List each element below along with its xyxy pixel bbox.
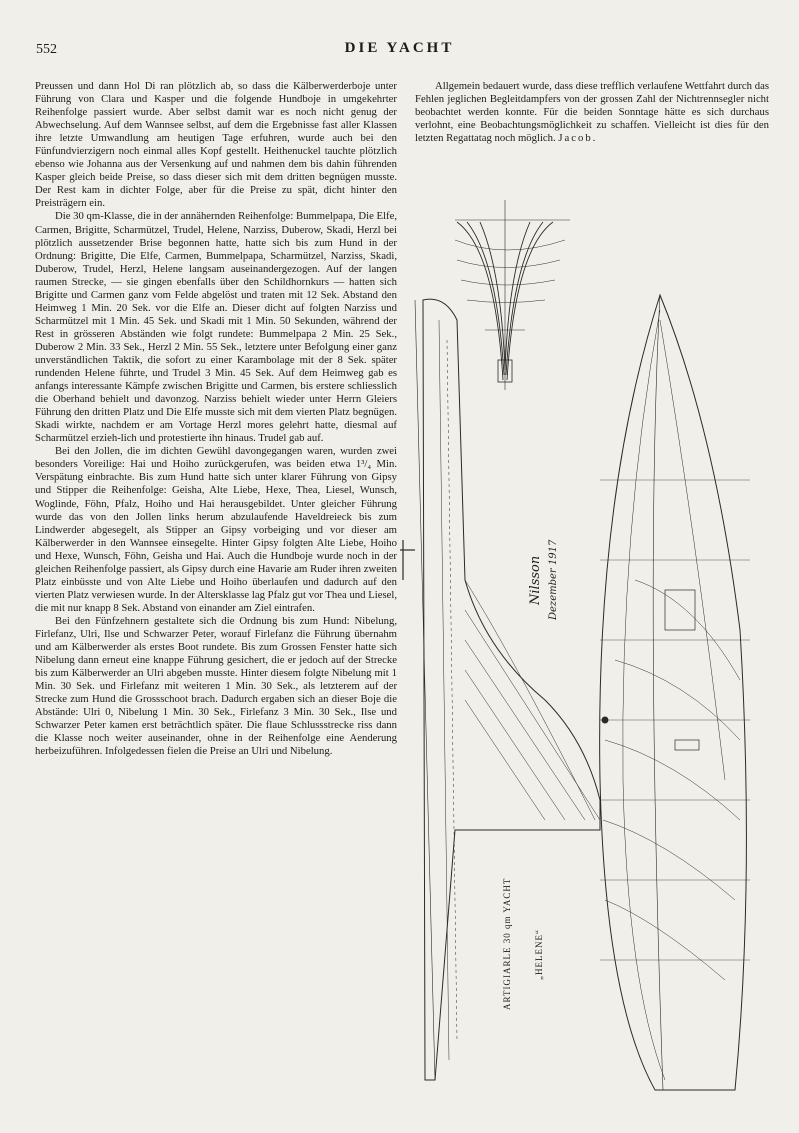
page-number: 552 — [36, 42, 57, 57]
right-text-column — [415, 80, 769, 145]
drawing-caption: ARTIGIARLE 30 qm YACHT — [502, 877, 512, 1010]
paragraph: Die 30 qm-Klasse, die in der annähernden Reihenfolge: Bummelpapa, Die Elfe, Carmen, Brigitte, Scharmützel, Trudel, Helene, Narziss, Duberow, Skadi, Herzl bei plötzlich aussetzender Brise begonnen hatte, hatte sich bis zum Hund in der Ordnung: Brigitte, Die Elfe, Carmen, Bummelpapa, Scharmützel, Narziss, Skadi, Duberow, Trudel, Herzl, Helene langsam auseinandergezogen. Auf der langen raumen Strecke, — sie gingen ebenfalls über den Schildhornkurs — hatten sich Brigitte und Carmen ganz vom Felde abgelöst und traten mit 12 Sek. Abstand den Heimweg 1 Min. 20 Sek. vor die Elfe an. Dieser dicht auf folgten Narziss und Scharmützel mit 1 Min. 45 Sek. und Skadi mit 1 Min. 50 Sekunden, während der Rest in grösseren Abständen wie folgt rundete: Bummelpapa 2 Min. 25 Sek., Duberow 2 Min. 33 Sek., Herzl 2 Min. 55 Sek., letztere unter Befolgung einer ganz unverständlichen Taktik, die sofort zu einer Karambolage mit der 8 Sek. später rundenden Helene führte, und Trudel 3 Min. 45 Sek. Auf dem Heimweg gab es anfangs interessante Kämpfe zwischen Brigitte und Carmen, bis erstere schliesslich die Oberhand behielt und davonzog. Narziss behielt wieder unter Herrn Gleiers Führung den dritten Platz und Die Elfe musste sich mit dem vierten Platz begnügen. Skadi wirkte, nachdem er am Vortage Herzl mores gelehrt hatte, diesmal auf Scharmützel erzieh-lich und protestierte ihn hinaus. Trudel gab auf. — [35, 210, 397, 445]
handwritten-date: Dezember 1917 — [548, 539, 559, 620]
running-head: DIE YACHT — [344, 40, 455, 56]
profile-view — [400, 299, 600, 1080]
left-text-column — [35, 80, 397, 758]
yacht-lines-plan — [395, 180, 799, 1100]
drawing-caption-name: „HELENE“ — [534, 929, 544, 980]
author-signature: Jacob. — [558, 132, 598, 145]
paragraph — [415, 80, 769, 145]
handwritten-signature: Nilsson — [528, 555, 543, 605]
paragraph: Preussen und dann Hol Di ran plötzlich ab, so dass die Kälberwerderboje unter Führung von Clara und Kasper und die folgende Hundboje in umgekehrter Reihenfolge passiert wurde. Aber selbst damit war es noch nicht genug der Abwechselung. Auf dem Wannsee selbst, auf dem die Ergebnisse fast aller Klassen ihre letzte Umwandlung am heutigen Tage erfuhren, wurde auch bei den Fünfundvierzigern noch einmal alles Kopf gestellt. Heithenuckel tauchte plötzlich ebenso wie Johanna aus der Versenkung auf und nahmen dem bis dahin führenden Kasper gleich beide Preise, so dass dieser sich mit dem dritten begnügen musste. Der Rest kam in dichter Folge, aber für die Preise zu spät, dicht hinter den Preisträgern ein. — [35, 80, 397, 210]
body-plan-sections — [455, 200, 570, 390]
paragraph-text: Allgemein bedauert wurde, dass diese trefflich verlaufene Wettfahrt durch das Fehlen jeglichen Begleitdampfers von der grossen Zahl der Nichtrennsegler nicht beobachtet werden konnte. Für die beiden Sonntage hätte es sich durchaus verlohnt, eine Beobachtungsmöglichkeit zu schaffen. Vielleicht ist dies für den letzten Regattatag noch möglich. — [415, 80, 769, 145]
paragraph: Bei den Jollen, die im dichten Gewühl davongegangen waren, wurden zwei besonders Voreilige: Hai und Hoiho zurückgerufen, was beiden etwa 1³/₄ Min. Verspätung einbrachte. Bis zum Hund hatte sich unter klarer Führung von Gipsy und Stipper die Reihenfolge: Geisha, Alte Liebe, Hexe, Thea, Liesel, Wunsch, Woglinde, Föhn, Pfalz, Hoiho und Hai herausgebildet. Unter gleicher Führung wurde das von den Jollen links herum abzulaufende Haveldreieck bis zum Lindwerder abgesegelt, als Stipper an Gipsy vorbeiging und vor dieser am Kälberwerder in den Wannsee einsegelte. Hinter Gipsy folgten Alte Liebe, Hoiho und Hexe, Wunsch, Föhn, Geisha und Hai. Auch die Hundboje wurde noch in der gleichen Reihenfolge passiert, als Gipsy durch eine Havarie am Ruder ihren zweiten Platz einbüsste und von Alte Liebe und Hoiho überlaufen und dadurch auf den vierten Platz verwiesen wurde. In der Altersklasse lag Pfalz gut vor Thea und Liesel, die mit nur knapp 8 Sek. Abstand von einander am Ziel eintrafen. — [35, 445, 397, 614]
deck-plan — [600, 295, 750, 1090]
paragraph: Bei den Fünfzehnern gestaltete sich die Ordnung bis zum Hund: Nibelung, Firlefanz, Ulri, Ilse und Schwarzer Peter, worauf Firlefanz die Führung übernahm und am Kälberwerder als erstes Boot rundete. Bis zum Grossen Fenster hatte sich Nibelung dann erneut eine knappe Führung gesichert, die er jedoch auf der Strecke bis zum Kälberwerder an Ulri abgeben musste. Hinter diesem folgte Nibelung mit 1 Min. 30 Sek. und Firlefanz mit weiteren 1 Min. 30 Sek., als letzterem auf der Strecke zum Hund die Grossschoot brach. Dadurch ergaben sich an dieser Boje die Abstände: Ulri 0, Nibelung 1 Min. 30 Sek., Firlefanz 3 Min. 30 Sek., Ilse und Schwarzer Peter kamen erst beträchtlich später. Die flaue Schlussstrecke riss dann die Klasse noch weiter auseinander, ohne in der Reihenfolge eine Aenderung herbeizuführen. Infolgedessen fielen die Preise an Ulri und Nibelung. — [35, 614, 397, 758]
